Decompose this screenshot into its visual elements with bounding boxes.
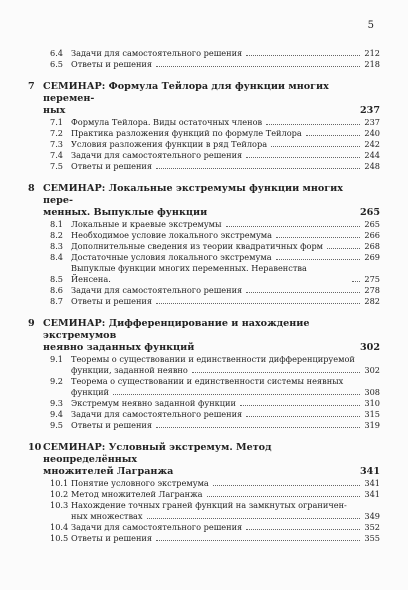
dot-leader bbox=[246, 529, 360, 530]
dot-leader bbox=[192, 372, 361, 373]
dot-leader bbox=[276, 237, 360, 238]
dot-leader bbox=[352, 281, 360, 282]
dot-leader bbox=[246, 416, 360, 417]
dot-leader bbox=[240, 405, 360, 406]
chapter-7 bbox=[28, 81, 380, 172]
chapter-10 bbox=[28, 442, 380, 544]
dot-leader bbox=[156, 168, 360, 169]
dot-leader bbox=[306, 135, 360, 136]
toc-row: 7.2 Практика разложения функций по формуле Тейлора 240 bbox=[50, 128, 380, 138]
dot-leader bbox=[156, 427, 360, 428]
toc-row: 9.5 Ответы и решения 319 bbox=[50, 420, 380, 430]
toc-row: 9.2 Теорема о существовании и единственности системы неявных bbox=[50, 376, 344, 386]
dot-leader bbox=[246, 157, 360, 158]
toc-row: 7.1 Формула Тейлора. Виды остаточных членов 237 bbox=[50, 117, 380, 127]
table-of-contents bbox=[28, 48, 380, 544]
toc-row: 9.3 Экстремум неявно заданной функции 310 bbox=[50, 398, 380, 408]
toc-row: 8.7 Ответы и решения 282 bbox=[50, 296, 380, 306]
toc-row: 7.3 Условия разложения функции в ряд Тейлора 242 bbox=[50, 139, 380, 149]
dot-leader bbox=[327, 248, 360, 249]
toc-row: 8.2 Необходимое условие локального экстремума 266 bbox=[50, 230, 380, 240]
toc-row: 8.6 Задачи для самостоятельного решения 278 bbox=[50, 285, 380, 295]
toc-row-continuation: ных множествах 349 bbox=[71, 511, 380, 521]
chapter-title: СЕМИНАР: Дифференцирование и нахождение экстремумов неявно заданных функций bbox=[43, 318, 310, 353]
toc-row-continuation: функций 308 bbox=[71, 387, 380, 397]
toc-row: 7.4 Задачи для самостоятельного решения 244 bbox=[50, 150, 380, 160]
toc-row: 10.2 Метод множителей Лагранжа 341 bbox=[50, 489, 380, 499]
section-number: 6.4 bbox=[50, 48, 64, 58]
dot-leader bbox=[276, 259, 360, 260]
dot-leader bbox=[226, 226, 360, 227]
section-number: 6.5 bbox=[50, 59, 64, 69]
chapter-title: СЕМИНАР: Условный экстремум. Метод неопределённых множителей Лагранжа bbox=[43, 442, 272, 477]
section-page: 218 bbox=[364, 59, 380, 69]
page-number: 5 bbox=[367, 20, 374, 31]
chapter-9 bbox=[28, 318, 380, 431]
dot-leader bbox=[147, 518, 361, 519]
toc-row: 8.4 Достаточные условия локального экстремума 269 bbox=[50, 252, 380, 262]
chapter-heading bbox=[28, 442, 380, 478]
chapter-title: СЕМИНАР: Формула Тейлора для функции многих перемен- ных bbox=[43, 81, 329, 116]
dot-leader bbox=[271, 146, 360, 147]
chapter-title: СЕМИНАР: Локальные экстремумы функции многих пере- менных. Выпуклые функции bbox=[43, 183, 343, 218]
toc-row: 8.5 Выпуклые функции многих переменных. Неравенства Йенсена. 275 bbox=[50, 263, 380, 284]
chapter-page: 302 bbox=[359, 342, 380, 353]
toc-row: 10.5 Ответы и решения 355 bbox=[50, 533, 380, 543]
chapter-number: 9 bbox=[28, 318, 35, 329]
chapter-number: 10 bbox=[28, 442, 42, 453]
dot-leader bbox=[266, 124, 360, 125]
toc-row: 8.1 Локальные и краевые экстремумы 265 bbox=[50, 219, 380, 229]
chapter-8 bbox=[28, 183, 380, 307]
toc-row-6-5 bbox=[28, 59, 380, 70]
chapter-number: 7 bbox=[28, 81, 35, 92]
dot-leader bbox=[156, 66, 360, 67]
chapter-page: 237 bbox=[359, 105, 380, 116]
dot-leader bbox=[207, 496, 360, 497]
toc-row: 10.3 Нахождение точных граней функций на замкнутых ограничен- bbox=[50, 500, 347, 510]
section-title: Задачи для самостоятельного решения bbox=[71, 48, 243, 58]
toc-row: 10.4 Задачи для самостоятельного решения 352 bbox=[50, 522, 380, 532]
dot-leader bbox=[156, 303, 360, 304]
toc-row-continuation: функции, заданной неявно 302 bbox=[71, 365, 380, 375]
section-title: Ответы и решения bbox=[71, 59, 153, 69]
section-page: 212 bbox=[364, 48, 380, 58]
chapter-heading bbox=[28, 81, 380, 117]
toc-row: 7.5 Ответы и решения 248 bbox=[50, 161, 380, 171]
toc-row-6-4 bbox=[28, 48, 380, 59]
toc-row: 8.3 Дополнительные сведения из теории квадратичных форм 268 bbox=[50, 241, 380, 251]
chapter-number: 8 bbox=[28, 183, 35, 194]
chapter-page: 265 bbox=[359, 207, 380, 218]
chapter-page: 341 bbox=[359, 466, 380, 477]
dot-leader bbox=[113, 394, 360, 395]
toc-row: 9.1 Теоремы о существовании и единственности дифференцируемой bbox=[50, 354, 355, 364]
chapter-heading bbox=[28, 318, 380, 354]
toc-row: 10.1 Понятие условного экстремума 341 bbox=[50, 478, 380, 488]
dot-leader bbox=[156, 540, 360, 541]
dot-leader bbox=[246, 292, 360, 293]
toc-row: 9.4 Задачи для самостоятельного решения 315 bbox=[50, 409, 380, 419]
dot-leader bbox=[213, 485, 360, 486]
chapter-heading bbox=[28, 183, 380, 219]
dot-leader bbox=[246, 55, 360, 56]
